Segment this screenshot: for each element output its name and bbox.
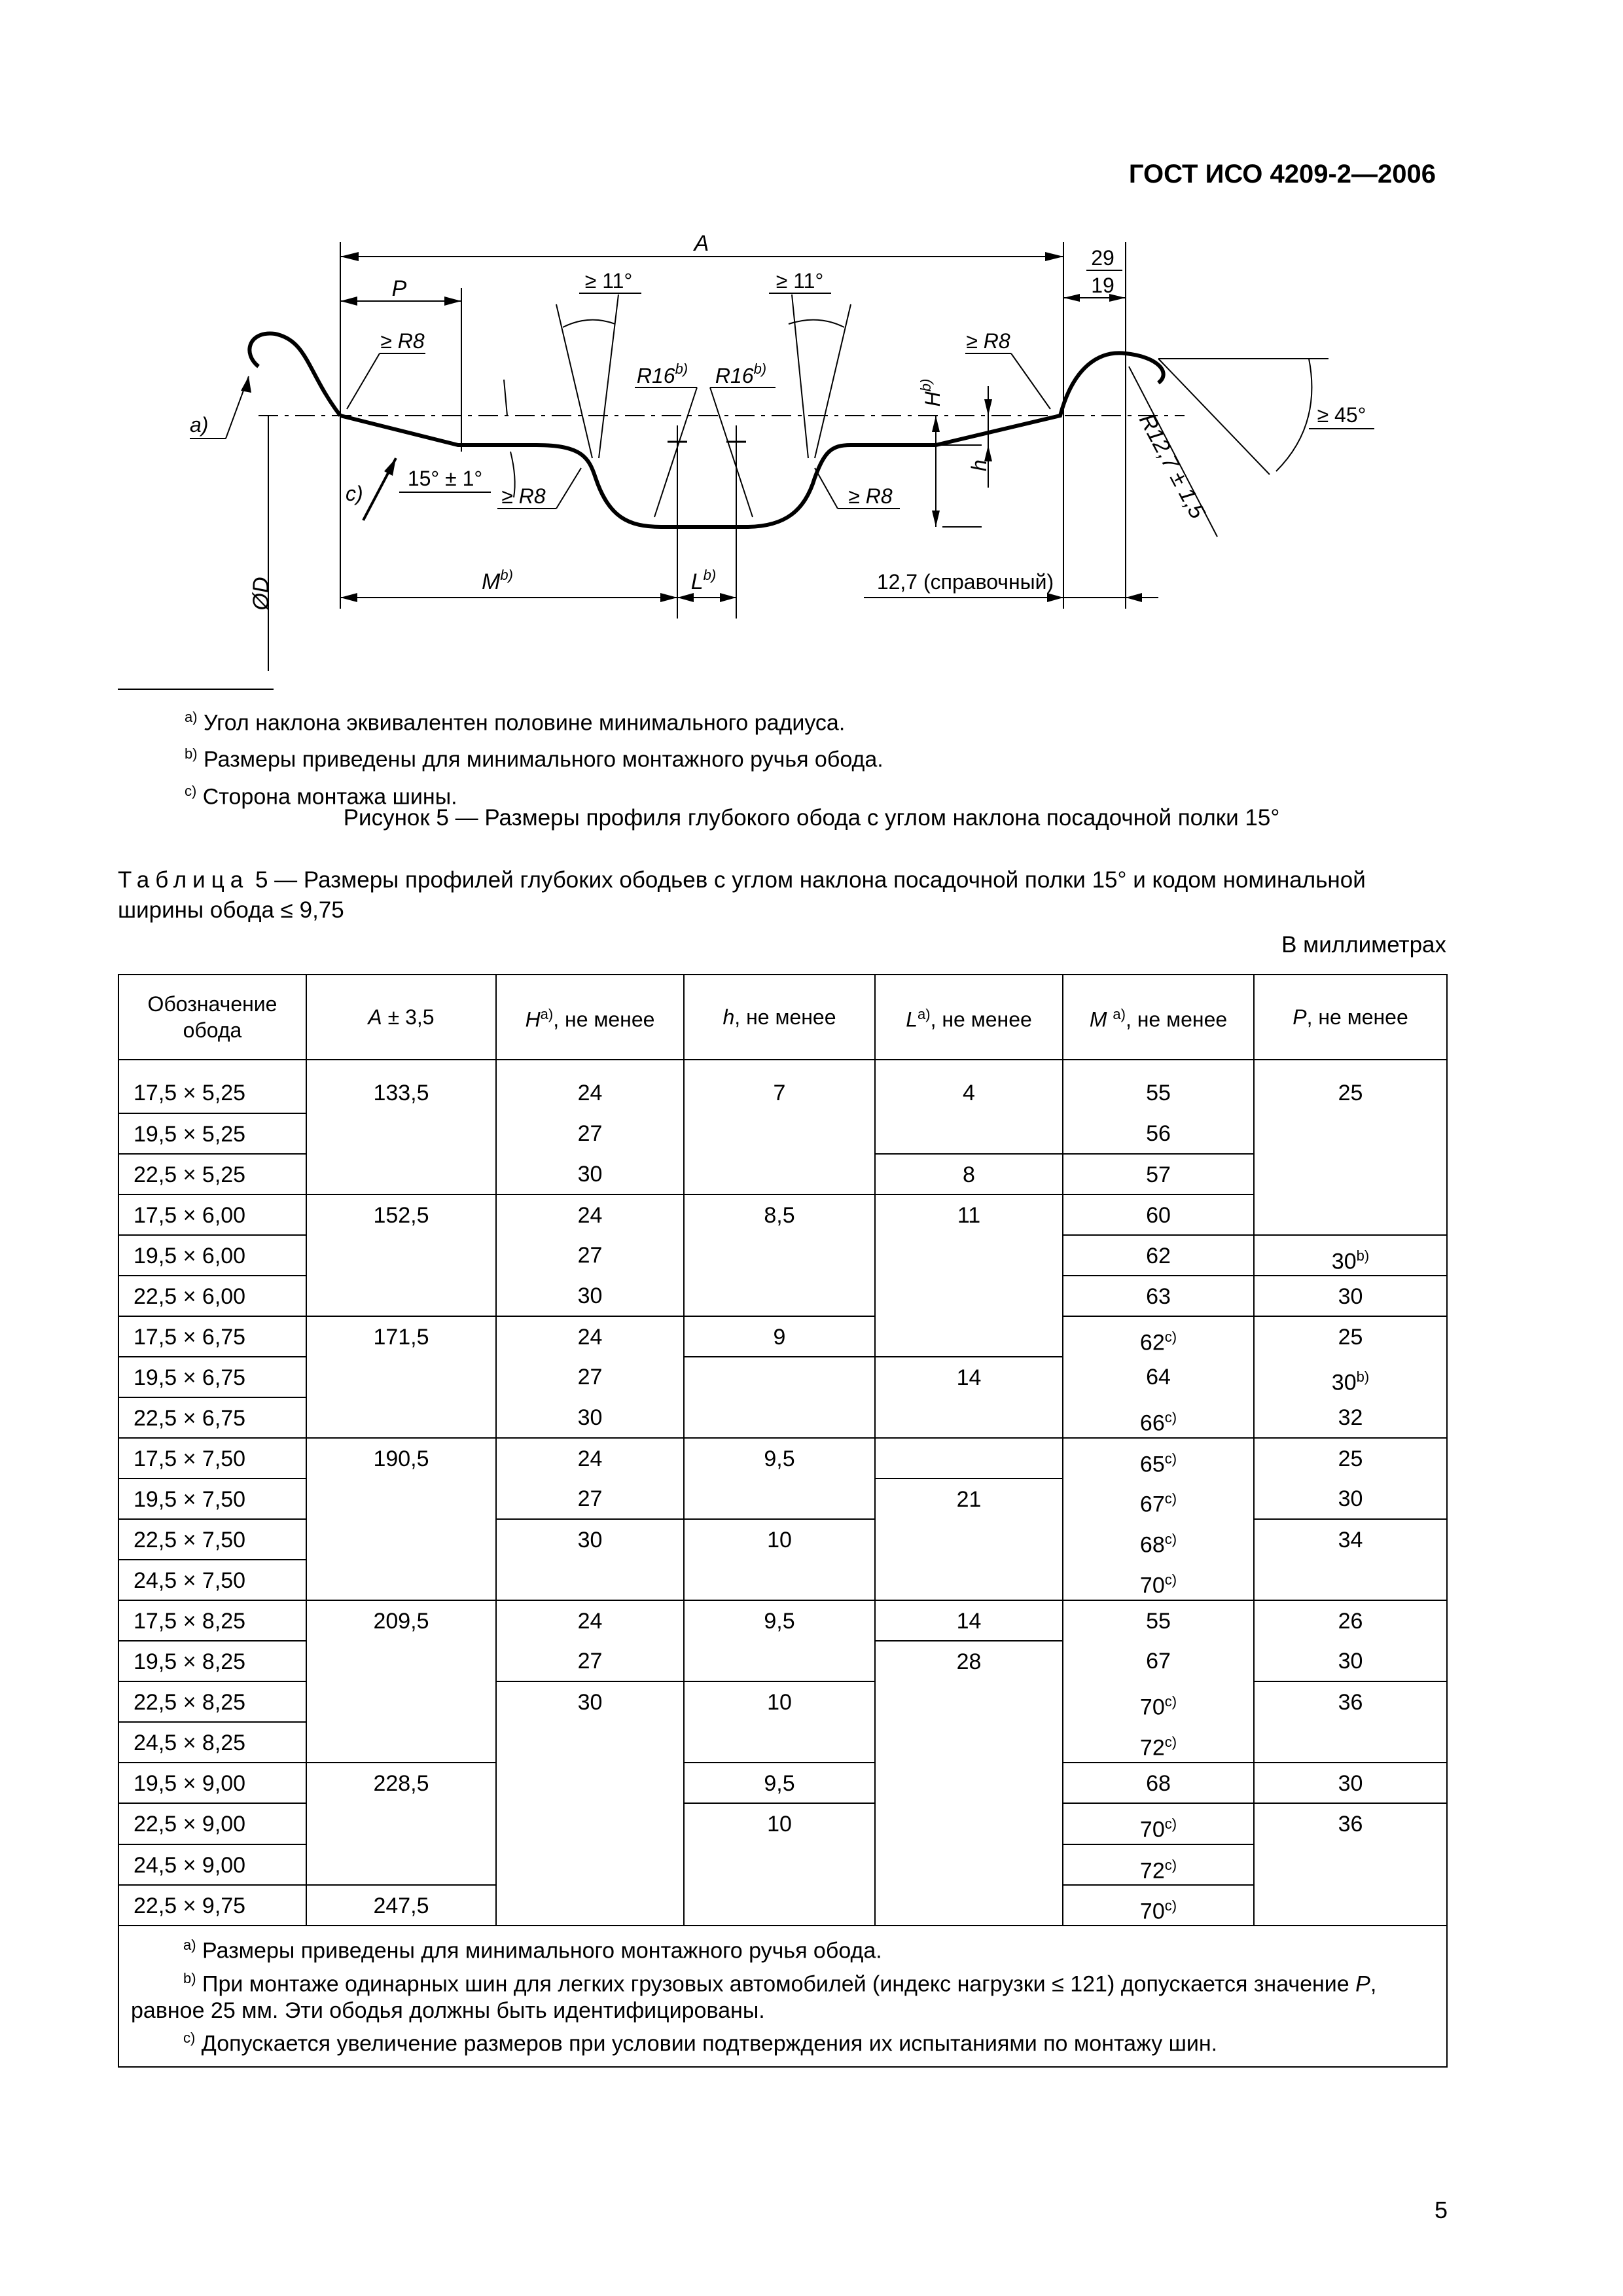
cell-h-cap: 30: [496, 1154, 684, 1194]
r8-bottom-right-label: ≥ R8: [848, 484, 893, 508]
cell-h-cap: 24: [496, 1194, 684, 1235]
cell-h-cap: 30: [496, 1519, 684, 1560]
cell-h-small: [684, 1235, 875, 1276]
cell-m-sup: c): [1164, 1571, 1177, 1588]
r8-top-left-value: R8: [397, 329, 425, 353]
figure-notes: [185, 702, 883, 812]
cell-designation: 17,5 × 6,75: [118, 1316, 306, 1357]
cell-designation: 17,5 × 6,00: [118, 1194, 306, 1235]
cell-m: [1063, 1154, 1254, 1194]
cell-p: 36: [1254, 1803, 1447, 1844]
table-row: [118, 1681, 1447, 1722]
table-note-c-mark: c): [183, 2029, 196, 2046]
cell-designation: 19,5 × 6,75: [118, 1357, 306, 1397]
header-a: [306, 975, 496, 1060]
dim-h-cap-label: $H^{b)}$: [918, 378, 944, 407]
cell-h-cap: [496, 1885, 684, 1926]
header-h-cap-symbol: H: [525, 1007, 541, 1031]
cell-l: 14: [875, 1357, 1063, 1397]
cell-a: [306, 1479, 496, 1519]
cell-m-value: 67: [1139, 1492, 1165, 1517]
cell-p: [1254, 1560, 1447, 1600]
cell-m-sup: c): [1164, 1409, 1177, 1426]
table-header-row: [118, 975, 1447, 1060]
header-h-cap-sup: a): [540, 1006, 554, 1023]
cell-h-small: [684, 1885, 875, 1926]
cell-h-cap: 24: [496, 1438, 684, 1479]
cell-l: [875, 1276, 1063, 1316]
cell-l: 4: [875, 1073, 1063, 1113]
angle-11-right-label: ≥ 11°: [776, 269, 824, 293]
cell-h-cap: [496, 1803, 684, 1844]
cell-h-cap: 30: [496, 1681, 684, 1722]
dim-19-label: 19: [1091, 274, 1115, 297]
cell-p: [1254, 1357, 1447, 1397]
cell-m: [1063, 1113, 1254, 1154]
cell-m-value: 62: [1139, 1330, 1165, 1355]
cell-m: [1063, 1600, 1254, 1641]
cell-m-value: 60: [1146, 1203, 1171, 1228]
cell-p: [1254, 1722, 1447, 1763]
cell-h-cap: [496, 1560, 684, 1600]
table-row: [118, 1885, 1447, 1926]
r16-right-label: R16$^{b)}$: [715, 361, 767, 387]
cell-m: [1063, 1763, 1254, 1803]
cell-m-value: 57: [1146, 1162, 1171, 1187]
cell-designation: 24,5 × 8,25: [118, 1722, 306, 1763]
note-c-marker: c): [346, 482, 363, 505]
cell-h-small: [684, 1357, 875, 1397]
cell-p: [1254, 1194, 1447, 1235]
table-row: [118, 1438, 1447, 1479]
table-row: [118, 1844, 1447, 1885]
cell-designation: 22,5 × 8,25: [118, 1681, 306, 1722]
dim-a-label: A: [694, 231, 709, 256]
header-l-suffix: , не менее: [930, 1007, 1032, 1031]
cell-designation: 19,5 × 9,00: [118, 1763, 306, 1803]
cell-a: 247,5: [306, 1885, 496, 1926]
gap-cell: [496, 1060, 684, 1073]
cell-a: 209,5: [306, 1600, 496, 1641]
table-row: [118, 1519, 1447, 1560]
cell-designation: 22,5 × 9,00: [118, 1803, 306, 1844]
cell-m-sup: c): [1164, 1490, 1177, 1507]
dim-29-label: 29: [1091, 246, 1115, 270]
cell-m-value: 65: [1139, 1452, 1165, 1477]
header-p: [1254, 975, 1447, 1060]
dim-p-label: P: [391, 276, 407, 301]
cell-h-cap: [496, 1763, 684, 1803]
cell-m: [1063, 1397, 1254, 1438]
cell-h-small: 9,5: [684, 1763, 875, 1803]
cell-p: 25: [1254, 1073, 1447, 1113]
figure-note-c-mark: c): [185, 782, 197, 799]
cell-h-small: [684, 1722, 875, 1763]
cell-m: [1063, 1235, 1254, 1276]
cell-l: [875, 1316, 1063, 1357]
cell-m-value: 70: [1139, 1573, 1165, 1598]
cell-p: [1254, 1154, 1447, 1194]
cell-p: [1254, 1235, 1447, 1276]
cell-h-small: 10: [684, 1803, 875, 1844]
cell-h-small: 7: [684, 1073, 875, 1113]
table-note-a-text: Размеры приведены для минимального монтажного ручья обода.: [202, 1938, 882, 1964]
header-m-sup: a): [1113, 1006, 1126, 1023]
header-m-suffix: , не менее: [1125, 1007, 1228, 1031]
cell-h-cap: 27: [496, 1357, 684, 1397]
header-l: [875, 975, 1063, 1060]
table-note-b-text-end: , равное 25 мм. Эти ободья должны быть идентифицированы.: [131, 1971, 1377, 2023]
footnote-separator: [118, 689, 274, 690]
cell-designation: 19,5 × 7,50: [118, 1479, 306, 1519]
dim-h-small-label: h: [967, 459, 991, 471]
cell-h-cap: 27: [496, 1641, 684, 1681]
cell-h-cap: 30: [496, 1397, 684, 1438]
table-row: [118, 1763, 1447, 1803]
table-notes-row: [118, 1926, 1447, 2067]
cell-l: 21: [875, 1479, 1063, 1519]
cell-m-sup: c): [1164, 1329, 1177, 1346]
table-note-c-text: Допускается увеличение размеров при условии подтверждения их испытаниями по монтажу шин.: [201, 2031, 1218, 2056]
cell-l: 11: [875, 1194, 1063, 1235]
header-h-cap: [496, 975, 684, 1060]
cell-a: [306, 1154, 496, 1194]
cell-m: [1063, 1357, 1254, 1397]
cell-l: [875, 1681, 1063, 1722]
cell-p-value: 30: [1331, 1370, 1357, 1395]
cell-h-small: 9: [684, 1316, 875, 1357]
cell-m-value: 64: [1146, 1365, 1171, 1390]
cell-h-small: 8,5: [684, 1194, 875, 1235]
table-row: [118, 1276, 1447, 1316]
cell-h-cap: 24: [496, 1600, 684, 1641]
cell-p: 25: [1254, 1438, 1447, 1479]
table-note-b-text: При монтаже одинарных шин для легких грузовых автомобилей (индекс нагрузки ≤ 121) допускается значение: [202, 1971, 1356, 1996]
cell-m: [1063, 1073, 1254, 1113]
cell-a: [306, 1560, 496, 1600]
cell-designation: 22,5 × 5,25: [118, 1154, 306, 1194]
document-header: ГОСТ ИСО 4209-2—2006: [1128, 160, 1436, 188]
cell-l: 14: [875, 1600, 1063, 1641]
table-title-label: Таблица: [118, 867, 249, 893]
cell-m-sup: c): [1164, 1531, 1177, 1548]
cell-l: [875, 1844, 1063, 1885]
cell-h-cap: [496, 1844, 684, 1885]
cell-l: 28: [875, 1641, 1063, 1681]
header-p-suffix: , не менее: [1306, 1005, 1408, 1029]
table-row: [118, 1560, 1447, 1600]
cell-l: [875, 1438, 1063, 1479]
cell-p: [1254, 1885, 1447, 1926]
gap-cell: [1254, 1060, 1447, 1073]
figure-note-c-text: Сторона монтажа шины.: [202, 783, 457, 809]
table-note-a-mark: a): [183, 1937, 196, 1954]
header-h-small-suffix: , не менее: [734, 1005, 836, 1029]
table-title-text: 5 — Размеры профилей глубоких ободьев с углом наклона посадочной полки 15° и кодом номинальной ширины обода ≤ 9,75: [118, 867, 1366, 923]
cell-a: 228,5: [306, 1763, 496, 1803]
cell-m: [1063, 1316, 1254, 1357]
cell-p: 30: [1254, 1276, 1447, 1316]
header-a-symbol: A: [368, 1005, 382, 1029]
table-row: [118, 1316, 1447, 1357]
r8-top-left-label: ≥ R8: [380, 329, 425, 353]
cell-m: [1063, 1438, 1254, 1479]
cell-m: [1063, 1803, 1254, 1844]
header-h-cap-suffix: , не менее: [553, 1007, 655, 1031]
figure-note-a: [185, 702, 883, 738]
cell-l: [875, 1113, 1063, 1154]
angle-11-left-label: ≥ 11°: [584, 269, 633, 293]
header-m-symbol: M: [1089, 1007, 1107, 1031]
cell-l: [875, 1397, 1063, 1438]
cell-m: [1063, 1681, 1254, 1722]
cell-designation: 19,5 × 8,25: [118, 1641, 306, 1681]
cell-h-small: [684, 1844, 875, 1885]
cell-p: 25: [1254, 1316, 1447, 1357]
cell-h-small: 9,5: [684, 1600, 875, 1641]
r8-bottom-left-value: R8: [518, 484, 546, 508]
dim-m-label: $M^{b)}$: [482, 567, 513, 594]
cell-m-value: 67: [1146, 1649, 1171, 1674]
cell-a: 190,5: [306, 1438, 496, 1479]
cell-designation: 19,5 × 5,25: [118, 1113, 306, 1154]
table-note-b-mark: b): [183, 1969, 196, 1986]
cell-p: 34: [1254, 1519, 1447, 1560]
cell-m-value: 72: [1139, 1857, 1165, 1883]
table-row: [118, 1803, 1447, 1844]
cell-m-sup: c): [1164, 1693, 1177, 1710]
cell-designation: 17,5 × 5,25: [118, 1073, 306, 1113]
figure-note-b-text: Размеры приведены для минимального монтажного ручья обода.: [204, 747, 883, 772]
header-m: [1063, 975, 1254, 1060]
cell-m-sup: c): [1164, 1856, 1177, 1873]
cell-m: [1063, 1844, 1254, 1885]
header-p-symbol: P: [1293, 1005, 1307, 1029]
table-title: [118, 865, 1446, 925]
dim-d-label: ØD: [249, 577, 274, 611]
cell-p-sup: b): [1356, 1369, 1370, 1386]
cell-m-value: 55: [1146, 1081, 1171, 1105]
cell-m: [1063, 1519, 1254, 1560]
note-a-marker: a): [190, 413, 209, 437]
cell-p: 32: [1254, 1397, 1447, 1438]
cell-a: [306, 1681, 496, 1722]
angle-15-label: 15° ± 1°: [407, 467, 483, 490]
r8-bottom-left-label: ≥ R8: [501, 484, 546, 508]
cell-a: [306, 1357, 496, 1397]
cell-a: [306, 1397, 496, 1438]
cell-a: [306, 1276, 496, 1316]
cell-a: [306, 1235, 496, 1276]
table-notes: [118, 1926, 1447, 2067]
cell-h-cap: 27: [496, 1479, 684, 1519]
cell-m-value: 70: [1139, 1899, 1165, 1924]
cell-m: [1063, 1885, 1254, 1926]
cell-l: [875, 1803, 1063, 1844]
cell-l: [875, 1763, 1063, 1803]
cell-h-small: [684, 1276, 875, 1316]
cell-p: 36: [1254, 1681, 1447, 1722]
cell-h-cap: 30: [496, 1276, 684, 1316]
cell-h-small: [684, 1154, 875, 1194]
table-row: [118, 1397, 1447, 1438]
cell-a: [306, 1722, 496, 1763]
cell-m-value: 70: [1139, 1695, 1165, 1720]
table-note-b-symbol: P: [1355, 1971, 1370, 1996]
cell-h-cap: 24: [496, 1316, 684, 1357]
gap-cell: [684, 1060, 875, 1073]
cell-h-small: 10: [684, 1681, 875, 1722]
r16-left-label: R16$^{b)}$: [636, 361, 688, 387]
cell-a: 133,5: [306, 1073, 496, 1113]
cell-m: [1063, 1276, 1254, 1316]
cell-m: [1063, 1479, 1254, 1519]
cell-p: [1254, 1113, 1447, 1154]
figure-note-b: [185, 738, 883, 775]
cell-designation: 22,5 × 6,75: [118, 1397, 306, 1438]
gap-cell: [1063, 1060, 1254, 1073]
table-row: [118, 1154, 1447, 1194]
dim-l-label: $L^{b)}$: [690, 567, 717, 594]
cell-designation: 24,5 × 9,00: [118, 1844, 306, 1885]
table-row: [118, 1357, 1447, 1397]
gap-cell: [118, 1060, 306, 1073]
angle-45-label: ≥ 45°: [1317, 403, 1366, 427]
cell-h-small: [684, 1113, 875, 1154]
table-row: [118, 1600, 1447, 1641]
cell-h-small: [684, 1560, 875, 1600]
cell-m-sup: c): [1164, 1897, 1177, 1914]
cell-m-sup: c): [1164, 1816, 1177, 1833]
header-l-sup: a): [918, 1006, 931, 1023]
cell-a: [306, 1803, 496, 1844]
cell-m: [1063, 1560, 1254, 1600]
cell-designation: 22,5 × 9,75: [118, 1885, 306, 1926]
cell-m-value: 72: [1139, 1735, 1165, 1761]
gap-cell: [875, 1060, 1063, 1073]
ref-12-7-label: 12,7 (справочный): [876, 570, 1054, 594]
cell-m: [1063, 1194, 1254, 1235]
r8-bottom-right-value: R8: [865, 484, 893, 508]
cell-m-sup: c): [1164, 1734, 1177, 1751]
cell-l: [875, 1885, 1063, 1926]
cell-m-value: 62: [1146, 1244, 1171, 1268]
rim-profile-figure: [0, 216, 1623, 687]
cell-m-sup: c): [1164, 1450, 1177, 1467]
cell-l: [875, 1519, 1063, 1560]
table-note-c: [131, 2024, 1435, 2057]
cell-h-small: 9,5: [684, 1438, 875, 1479]
cell-m-value: 68: [1139, 1532, 1165, 1558]
table-gap-row: [118, 1060, 1447, 1073]
table-note-b: [131, 1965, 1435, 2024]
cell-h-small: [684, 1641, 875, 1681]
cell-h-small: [684, 1479, 875, 1519]
r8-top-right-label: ≥ R8: [966, 329, 1010, 353]
cell-m-value: 55: [1146, 1609, 1171, 1634]
cell-p-value: 30: [1331, 1249, 1357, 1274]
cell-l: [875, 1560, 1063, 1600]
cell-designation: 17,5 × 7,50: [118, 1438, 306, 1479]
cell-m-value: 68: [1146, 1771, 1171, 1797]
cell-h-cap: [496, 1722, 684, 1763]
cell-m: [1063, 1641, 1254, 1681]
cell-p: 30: [1254, 1479, 1447, 1519]
cell-designation: 19,5 × 6,00: [118, 1235, 306, 1276]
cell-h-cap: 24: [496, 1073, 684, 1113]
table-row: [118, 1113, 1447, 1154]
cell-l: [875, 1722, 1063, 1763]
cell-designation: 22,5 × 7,50: [118, 1519, 306, 1560]
cell-l: [875, 1235, 1063, 1276]
table-row: [118, 1073, 1447, 1113]
r12-7-label: R12,7 ± 1,5: [1133, 409, 1210, 523]
table-row: [118, 1722, 1447, 1763]
cell-a: [306, 1113, 496, 1154]
cell-designation: 24,5 × 7,50: [118, 1560, 306, 1600]
cell-a: [306, 1641, 496, 1681]
header-designation: Обозначение обода: [118, 975, 306, 1060]
cell-a: [306, 1519, 496, 1560]
figure-note-a-mark: a): [185, 709, 198, 725]
cell-a: 171,5: [306, 1316, 496, 1357]
table-row: [118, 1194, 1447, 1235]
figure-note-a-text: Угол наклона эквивалентен половине минимального радиуса.: [204, 710, 846, 736]
gap-cell: [306, 1060, 496, 1073]
cell-l: 8: [875, 1154, 1063, 1194]
cell-p: [1254, 1844, 1447, 1885]
cell-m-value: 63: [1146, 1284, 1171, 1310]
header-a-tolerance: ± 3,5: [387, 1005, 435, 1029]
cell-designation: 22,5 × 6,00: [118, 1276, 306, 1316]
page-number: 5: [1434, 2197, 1448, 2223]
cell-h-cap: 27: [496, 1113, 684, 1154]
cell-a: [306, 1844, 496, 1885]
cell-h-small: [684, 1397, 875, 1438]
cell-p: 26: [1254, 1600, 1447, 1641]
cell-m-value: 56: [1146, 1121, 1171, 1146]
cell-a: 152,5: [306, 1194, 496, 1235]
cell-h-small: 10: [684, 1519, 875, 1560]
table-note-a: [131, 1931, 1435, 1964]
table-row: [118, 1479, 1447, 1519]
rim-dimensions-table: [118, 974, 1448, 2068]
table-units: В миллиметрах: [1281, 932, 1446, 958]
table-row: [118, 1235, 1447, 1276]
cell-h-cap: 27: [496, 1235, 684, 1276]
cell-p-sup: b): [1356, 1247, 1370, 1264]
cell-p: 30: [1254, 1763, 1447, 1803]
header-h-small-symbol: h: [722, 1005, 735, 1029]
header-h-small: [684, 975, 875, 1060]
table-row: [118, 1641, 1447, 1681]
figure-note-b-mark: b): [185, 745, 198, 762]
cell-m-value: 70: [1139, 1817, 1165, 1842]
cell-m-value: 66: [1139, 1410, 1165, 1436]
header-l-symbol: L: [906, 1007, 918, 1031]
cell-m: [1063, 1722, 1254, 1763]
figure-caption: Рисунок 5 — Размеры профиля глубокого обода с углом наклона посадочной полки 15°: [343, 805, 1280, 831]
r8-top-right-value: R8: [983, 329, 1010, 353]
cell-designation: 17,5 × 8,25: [118, 1600, 306, 1641]
cell-p: 30: [1254, 1641, 1447, 1681]
